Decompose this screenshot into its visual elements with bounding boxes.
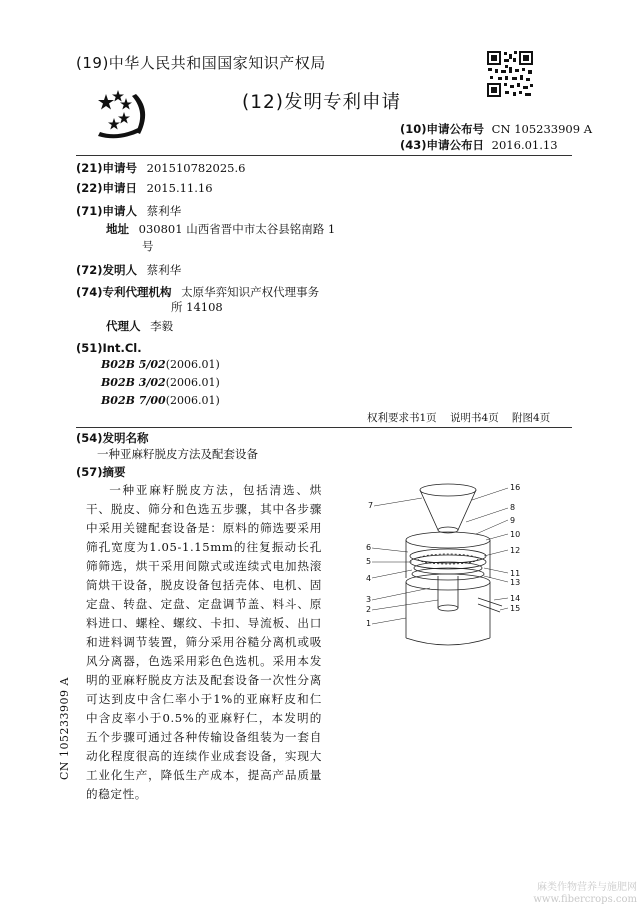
figure-label: 13: [510, 578, 521, 587]
sipo-logo: [96, 88, 154, 140]
application-date-row: [76, 180, 213, 197]
figure-label: 6: [366, 543, 372, 552]
applicant-row: [76, 203, 181, 220]
inventor-label: (72)发明人: [76, 263, 138, 277]
body-divider: [76, 427, 572, 428]
int-cl-label: (51)Int.Cl.: [76, 341, 142, 355]
inventor-name: 蔡利华: [146, 263, 182, 277]
address-row: [106, 221, 335, 238]
agency-label: (74)专利代理机构: [76, 285, 172, 299]
watermark-line-1: 麻类作物营养与施肥网: [537, 882, 637, 893]
ipc-code: B02B 3/02: [101, 376, 166, 389]
abstract-text: 一种亚麻籽脱皮方法，包括清选、烘干、脱皮、筛分和色选五步骤，其中各步骤中采用关键配套设备是：原料的筛选要采用筛孔宽度为1.05-1.15mm的往复振动长孔筛筛选，烘干采用间隙式或连续式电加热滚筒烘干设备，脱皮设备包括壳体、电机、固定盘、转盘、定盘、定盘调节盖、料斗、原料进口、螺栓、螺纹、卡扣、导流板、出口和进料调节装置，筛分采用谷糙分离机或吸风分离器，色选采用彩色色选机。采用本发明的亚麻籽脱皮方法及配套设备一次性分离可达到皮中含仁率小于1%的亚麻籽皮和仁中含皮率小于0.5%的亚麻籽仁，本发明的五个步骤可通过各种传输设备组装为一套自动化程度很高的连续作业成套设备，实现大工业化生产，降低生产成本，提高产品质量的稳定性。: [86, 483, 322, 801]
agent-label: 代理人: [106, 319, 141, 333]
dehuller-drawing: [360, 478, 540, 648]
issuing-authority: (19)中华人民共和国国家知识产权局: [76, 54, 326, 72]
ipc-code: B02B 5/02: [101, 358, 166, 371]
publication-date-label: (43)申请公布日: [400, 138, 485, 152]
address-line-2: 号: [142, 239, 154, 253]
figure-label: 11: [510, 569, 521, 578]
agency-line-1: 太原华弈知识产权代理事务: [181, 285, 320, 299]
invention-title-row: [76, 430, 149, 447]
figure-label: 5: [366, 557, 372, 566]
application-number-row: [76, 160, 245, 177]
abstract-heading-row: [76, 464, 126, 481]
int-cl-row: [76, 340, 142, 357]
applicant-name: 蔡利华: [146, 204, 182, 218]
publication-number: CN 105233909 A: [491, 122, 592, 136]
application-number: 201510782025.6: [146, 161, 246, 175]
agent-row: [106, 318, 173, 335]
sipo-logo-graphic: [96, 88, 154, 140]
applicant-label: (71)申请人: [76, 204, 138, 218]
side-publication-number: CN 105233909 A: [58, 677, 71, 780]
ipc-year: (2006.01): [165, 376, 220, 389]
qr-code: [486, 50, 534, 98]
figure-label: 2: [366, 605, 372, 614]
publication-number-row: [400, 121, 592, 138]
figure-label: 12: [510, 546, 521, 555]
figure-label: 8: [510, 503, 516, 512]
inventor-row: [76, 262, 181, 279]
abstract-figure: [360, 478, 540, 648]
ipc-item: [101, 356, 220, 373]
address-label: 地址: [106, 222, 129, 236]
figure-label: 15: [510, 604, 521, 613]
figure-label: 7: [368, 501, 374, 510]
ipc-code: B02B 7/00: [101, 394, 166, 407]
watermark-line-2: www.fibercrops.com: [533, 894, 637, 905]
address-line-1: 030801 山西省晋中市太谷县铭南路 1: [138, 222, 336, 236]
figure-label: 10: [510, 530, 521, 539]
figure-label: 9: [510, 516, 516, 525]
agency-line-2: 所 14108: [171, 300, 223, 314]
document-kind-title: (12)发明专利申请: [242, 92, 401, 113]
figure-label: 3: [366, 595, 372, 604]
qr-code-graphic: [486, 50, 534, 98]
invention-title: 一种亚麻籽脱皮方法及配套设备: [97, 447, 258, 461]
abstract-label: (57)摘要: [76, 465, 126, 479]
publication-number-label: (10)申请公布号: [400, 122, 485, 136]
application-date-label: (22)申请日: [76, 181, 138, 195]
ipc-item: [101, 374, 220, 391]
figure-label: 1: [366, 619, 372, 628]
publication-date: 2016.01.13: [491, 138, 558, 152]
page-count-summary: 权利要求书1页 说明书4页 附图4页: [367, 412, 551, 424]
ipc-year: (2006.01): [165, 394, 220, 407]
invention-title-label: (54)发明名称: [76, 431, 149, 445]
figure-label: 16: [510, 483, 521, 492]
figure-label: 14: [510, 594, 521, 603]
ipc-item: [101, 392, 220, 409]
agent-name: 李毅: [150, 319, 174, 333]
application-number-label: (21)申请号: [76, 161, 138, 175]
header-divider: [76, 155, 572, 156]
ipc-year: (2006.01): [165, 358, 220, 371]
site-watermark: [533, 882, 637, 906]
figure-label: 4: [366, 574, 372, 583]
publication-date-row: [400, 137, 558, 154]
application-date: 2015.11.16: [146, 181, 213, 195]
